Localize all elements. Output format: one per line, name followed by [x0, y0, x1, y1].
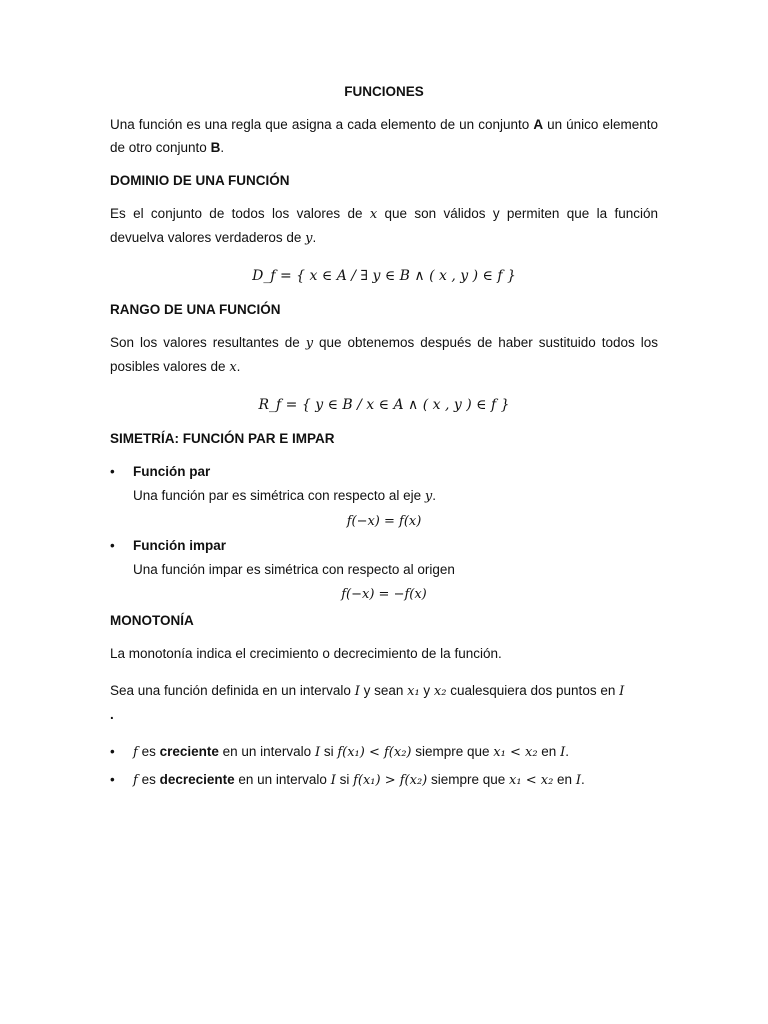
dominio-formula	[110, 264, 658, 288]
decreciente-text-3: si	[335, 772, 354, 787]
rango-formula	[110, 393, 658, 417]
funcion-par-title: Función par	[133, 464, 211, 479]
monotonia-paragraph-1: La monotonía indica el crecimiento o decrecimiento de la función.	[110, 646, 502, 661]
var-y: y	[305, 231, 313, 246]
var-x: x	[229, 360, 237, 375]
funcion-par-formula-text: f(−x) = f(x)	[346, 514, 422, 529]
bullet-icon: •	[110, 772, 115, 787]
decreciente-text-4: siempre que	[427, 772, 510, 787]
list-item-creciente	[110, 740, 658, 765]
rango-text-3: .	[236, 359, 241, 374]
mono-p2-text-4: cualesquiera dos puntos en	[446, 683, 620, 698]
dominio-text-1: Es el conjunto de todos los valores de	[110, 206, 370, 221]
mono-p2-text-2: y sean	[359, 683, 408, 698]
monotonia-paragraph-2	[110, 679, 658, 726]
intro-text-3: .	[220, 140, 225, 155]
funcion-impar-formula	[110, 582, 658, 607]
decreciente-condition: f(x₁) > f(x₂)	[353, 773, 428, 788]
funcion-impar-title: Función impar	[133, 538, 227, 553]
decreciente-text-1: es	[137, 772, 160, 787]
creciente-bold: creciente	[159, 744, 219, 759]
dominio-paragraph	[110, 202, 658, 250]
var-x1: x₁	[407, 684, 420, 699]
simetria-list	[110, 460, 658, 607]
decreciente-text-2: en un intervalo	[234, 772, 331, 787]
var-y: y	[305, 336, 314, 351]
rango-text-1: Son los valores resultantes de	[110, 335, 306, 350]
function-f: f	[133, 773, 138, 788]
list-item-funcion-par	[110, 460, 658, 534]
monotonia-list	[110, 740, 658, 793]
decreciente-bold: decreciente	[159, 772, 235, 787]
interval-i: I	[314, 745, 321, 760]
interval-i: I	[560, 745, 566, 760]
rango-text-2: que obtenemos después de haber sustituido todos los posibles valores de	[110, 335, 658, 374]
dominio-text-3: .	[312, 230, 317, 245]
funcion-impar-formula-text: f(−x) = −f(x)	[341, 587, 427, 602]
dominio-formula-text: D_f = { x ∈ A / ∃ y ∈ B ∧ ( x , y ) ∈ f }	[252, 268, 516, 284]
rango-heading: RANGO DE UNA FUNCIÓN	[110, 302, 281, 317]
var-x: x	[369, 207, 378, 222]
mono-p2-text-1: Sea una función definida en un intervalo	[110, 683, 355, 698]
funcion-par-end: .	[432, 488, 437, 503]
mono-p2-end: .	[110, 707, 114, 722]
monotonia-heading: MONOTONÍA	[110, 613, 194, 628]
intro-text-1: Una función es una regla que asigna a cada elemento de un conjunto	[110, 117, 534, 132]
interval-i: I	[619, 684, 625, 699]
mono-p2-text-3: y	[419, 683, 434, 698]
intro-text-2: un único elemento de otro conjunto	[110, 117, 659, 155]
funcion-par-formula	[110, 509, 658, 534]
creciente-inequality: x₁ < x₂	[493, 745, 538, 760]
interval-i: I	[330, 773, 336, 788]
list-item-decreciente	[110, 768, 658, 793]
creciente-end: .	[565, 744, 569, 759]
decreciente-inequality: x₁ < x₂	[509, 773, 554, 788]
creciente-text-5: en	[537, 744, 561, 759]
dominio-heading: DOMINIO DE UNA FUNCIÓN	[110, 173, 290, 188]
simetria-heading: SIMETRÍA: FUNCIÓN PAR E IMPAR	[110, 431, 335, 446]
creciente-text-4: siempre que	[411, 744, 494, 759]
var-x2: x₂	[433, 684, 447, 699]
rango-paragraph	[110, 331, 658, 379]
list-item-funcion-impar	[110, 534, 658, 607]
bullet-icon: •	[110, 744, 115, 759]
funcion-impar-text: Una función impar es simétrica con respecto al origen	[133, 562, 455, 577]
interval-i: I	[354, 684, 360, 699]
funcion-par-text: Una función par es simétrica con respecto al eje	[133, 488, 425, 503]
dominio-text-2: que son válidos y permiten que la función devuelva valores verdaderos de	[110, 206, 658, 245]
bullet-icon: •	[110, 538, 115, 553]
rango-formula-text: R_f = { y ∈ B / x ∈ A ∧ ( x , y ) ∈ f }	[258, 397, 510, 413]
creciente-text-1: es	[137, 744, 160, 759]
set-b-label: B	[210, 140, 221, 155]
interval-i: I	[575, 773, 581, 788]
decreciente-end: .	[580, 772, 585, 787]
function-f: f	[133, 745, 138, 760]
set-a-label: A	[533, 117, 544, 132]
creciente-text-3: si	[320, 744, 338, 759]
creciente-text-2: en un intervalo	[218, 744, 315, 759]
decreciente-text-5: en	[553, 772, 576, 787]
creciente-condition: f(x₁) < f(x₂)	[337, 745, 412, 760]
intro-paragraph	[110, 113, 658, 159]
page-title: FUNCIONES	[344, 84, 424, 99]
bullet-icon: •	[110, 464, 115, 479]
var-y: y	[424, 489, 433, 504]
document-content	[110, 84, 658, 796]
